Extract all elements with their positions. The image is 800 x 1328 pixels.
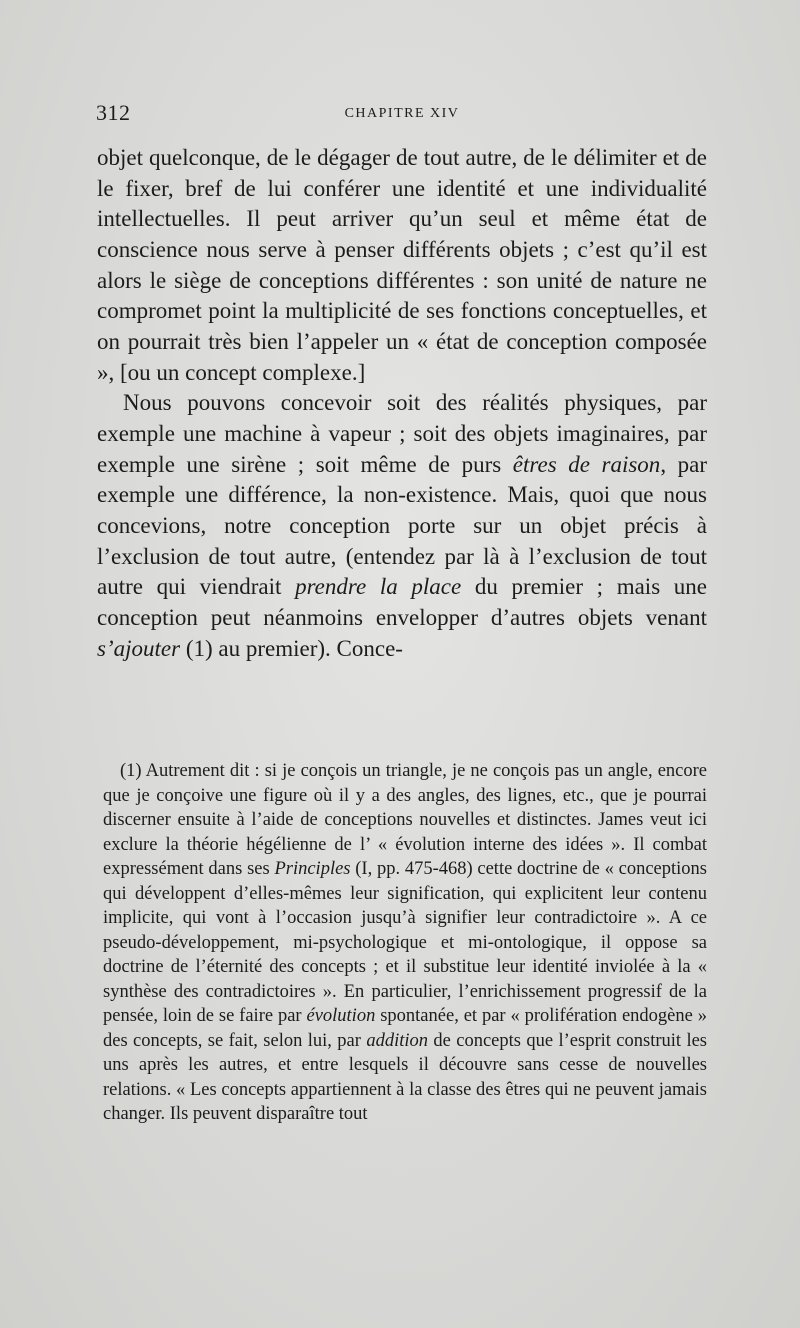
italic-word: évolution [306, 1006, 376, 1026]
paragraph-2-text: du premier ; mais une conception peut néanmoins envelopper d’autres objets venant [97, 574, 707, 630]
italic-title: Principles [274, 859, 351, 879]
italic-phrase: prendre la place [295, 574, 462, 600]
italic-phrase: s’ajouter [97, 635, 181, 661]
footnote-text: (I, pp. 475-468) cette doctrine de « conceptions qui développent d’elles-mêmes leur signification, qui explicitent leur contenu implicite, qui vont à l’occasion jusqu’à signifier leur contradictoire ». A ce pseudo-développement, mi-psychologique et mi-ontologique, il oppose sa doctrine de l’éternité des concepts ; et il substitue leur identité inviolée à la « synthèse des contradictoires ». En particulier, l’enrichissement progressif de la pensée, loin de se faire par [103, 859, 707, 1026]
footnote-text: (1) Autrement dit : si je conçois un triangle, je ne conçois pas un angle, encore que je conçoive une figure où il y a des angles, des lignes, etc., que je pourrai discerner ensuite à l’aide de conceptions nouvelles et distinctes. James veut ici exclure la théorie hégélienne de l’ « évolution interne des idées ». Il combat expressément dans ses [103, 761, 707, 879]
footnote [103, 759, 707, 1127]
italic-phrase: êtres de raison [512, 451, 661, 477]
footnote-text: spontanée, et par « prolifération endogène » des concepts, se fait, selon lui, par [103, 1006, 707, 1051]
running-head [96, 100, 708, 132]
paragraph-2 [97, 388, 707, 664]
footnote-text: de concepts que l’esprit construit les uns après les autres, et entre lesquels il découvre sans cesse de nouvelles relations. « Les concepts appartiennent à la classe des êtres qui ne peuvent jamais changer. Ils peuvent disparaître tout [103, 1030, 707, 1124]
footnote-1 [103, 759, 707, 1127]
paragraph-2-text: (1) au premier). Conce- [180, 635, 403, 661]
chapter-title: CHAPITRE XIV [344, 106, 460, 121]
main-text [97, 143, 707, 664]
italic-word: addition [366, 1030, 428, 1051]
page-number: 312 [96, 100, 131, 125]
paragraph-1: objet quelconque, de le dégager de tout autre, de le délimiter et de le fixer, bref de lui conférer une identité et une individualité intellectuelles. Il peut arriver qu’un seul et même état de conscience nous serve à penser différents objets ; c’est qu’il est alors le siège de conceptions différentes : son unité de nature ne compromet point la multiplicité de ses fonctions conceptuelles, et on pourrait très bien l’appeler un « état de conception composée », [ou un concept complexe.] [97, 145, 707, 385]
paragraph-2-text: Nous pouvons concevoir soit des réalités physiques, par exemple une machine à vapeur ; soit des objets imaginaires, par exemple une sirène ; soit même de purs [97, 390, 707, 477]
paragraph-2-text: , par exemple une différence, la non-existence. Mais, quoi que nous concevions, notre conception porte sur un objet précis à l’exclusion de tout autre, (entendez par là à l’exclusion de tout autre qui viendrait [97, 451, 708, 600]
